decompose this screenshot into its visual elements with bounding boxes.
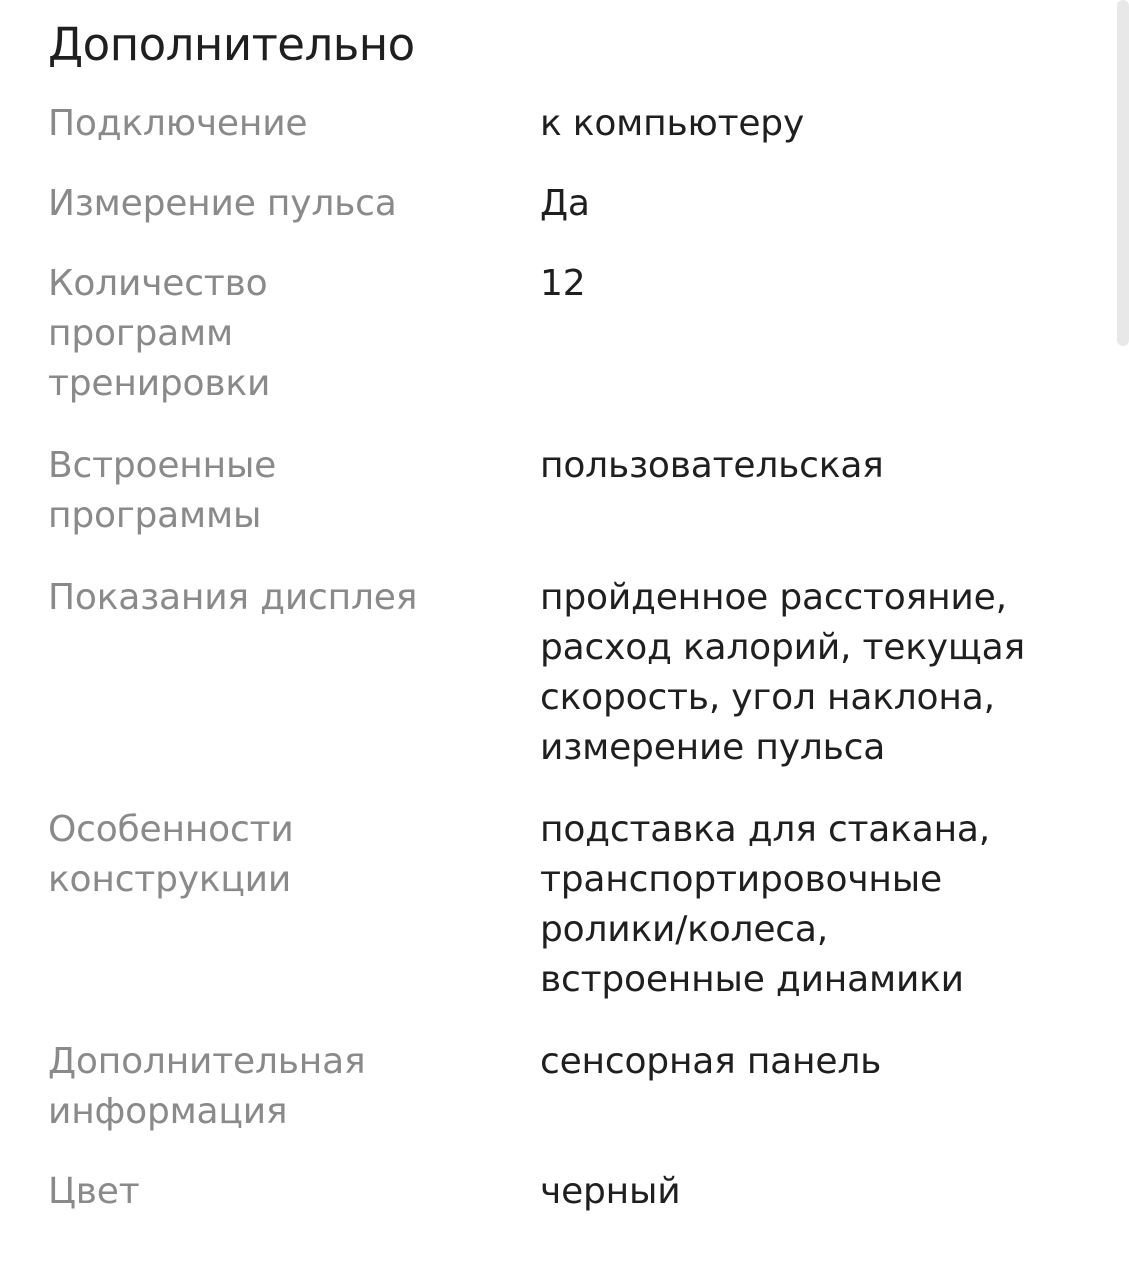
spec-value-line: измерение пульса [540, 727, 886, 768]
spec-row-connection [48, 99, 1088, 149]
spec-value-line: 12 [540, 263, 586, 304]
spec-value [540, 259, 1088, 309]
spec-value-line: сенсорная панель [540, 1041, 882, 1082]
spec-row-built-in-programs [48, 441, 1088, 541]
scrollbar[interactable] [1117, 0, 1129, 346]
spec-label [48, 805, 540, 905]
spec-label-line: тренировки [48, 363, 271, 404]
spec-label [48, 441, 540, 541]
spec-value-line: пользовательская [540, 445, 884, 486]
spec-label [48, 99, 540, 149]
spec-row-color [48, 1167, 1088, 1217]
spec-label-line: Встроенные [48, 445, 277, 486]
spec-value [540, 99, 1088, 149]
spec-value [540, 441, 1088, 491]
spec-value [540, 179, 1088, 229]
spec-label-line: Показания дисплея [48, 577, 418, 618]
spec-label [48, 259, 540, 409]
spec-value [540, 573, 1088, 773]
spec-value-line: черный [540, 1171, 681, 1212]
spec-value [540, 1037, 1088, 1087]
section-title: Дополнительно [48, 18, 415, 71]
spec-value-line: пройденное расстояние, [540, 577, 1007, 618]
spec-label [48, 1167, 540, 1217]
spec-list [48, 99, 1088, 1217]
spec-label-line: программ [48, 313, 233, 354]
spec-value [540, 805, 1088, 1005]
spec-label-line: информация [48, 1091, 288, 1132]
spec-value-line: встроенные динамики [540, 959, 964, 1000]
spec-row-additional-info [48, 1037, 1088, 1137]
spec-label [48, 179, 540, 229]
spec-value-line: Да [540, 183, 590, 224]
spec-label-line: Измерение пульса [48, 183, 397, 224]
spec-value-line: ролики/колеса, [540, 909, 828, 950]
spec-row-design-features [48, 805, 1088, 1005]
spec-label [48, 573, 540, 623]
spec-label-line: программы [48, 495, 262, 536]
spec-row-display-readings [48, 573, 1088, 773]
spec-value-line: к компьютеру [540, 103, 805, 144]
spec-label-line: Цвет [48, 1171, 140, 1212]
spec-value-line: транспортировочные [540, 859, 942, 900]
spec-label-line: конструкции [48, 859, 292, 900]
spec-row-program-count [48, 259, 1088, 409]
spec-value [540, 1167, 1088, 1217]
spec-value-line: скорость, угол наклона, [540, 677, 995, 718]
spec-label-line: Подключение [48, 103, 308, 144]
spec-row-heart-rate [48, 179, 1088, 229]
spec-label-line: Особенности [48, 809, 294, 850]
spec-label [48, 1037, 540, 1137]
spec-label-line: Количество [48, 263, 268, 304]
spec-label-line: Дополнительная [48, 1041, 366, 1082]
spec-value-line: расход калорий, текущая [540, 627, 1025, 668]
additional-specs-section [48, 0, 1088, 1217]
spec-value-line: подставка для стакана, [540, 809, 991, 850]
